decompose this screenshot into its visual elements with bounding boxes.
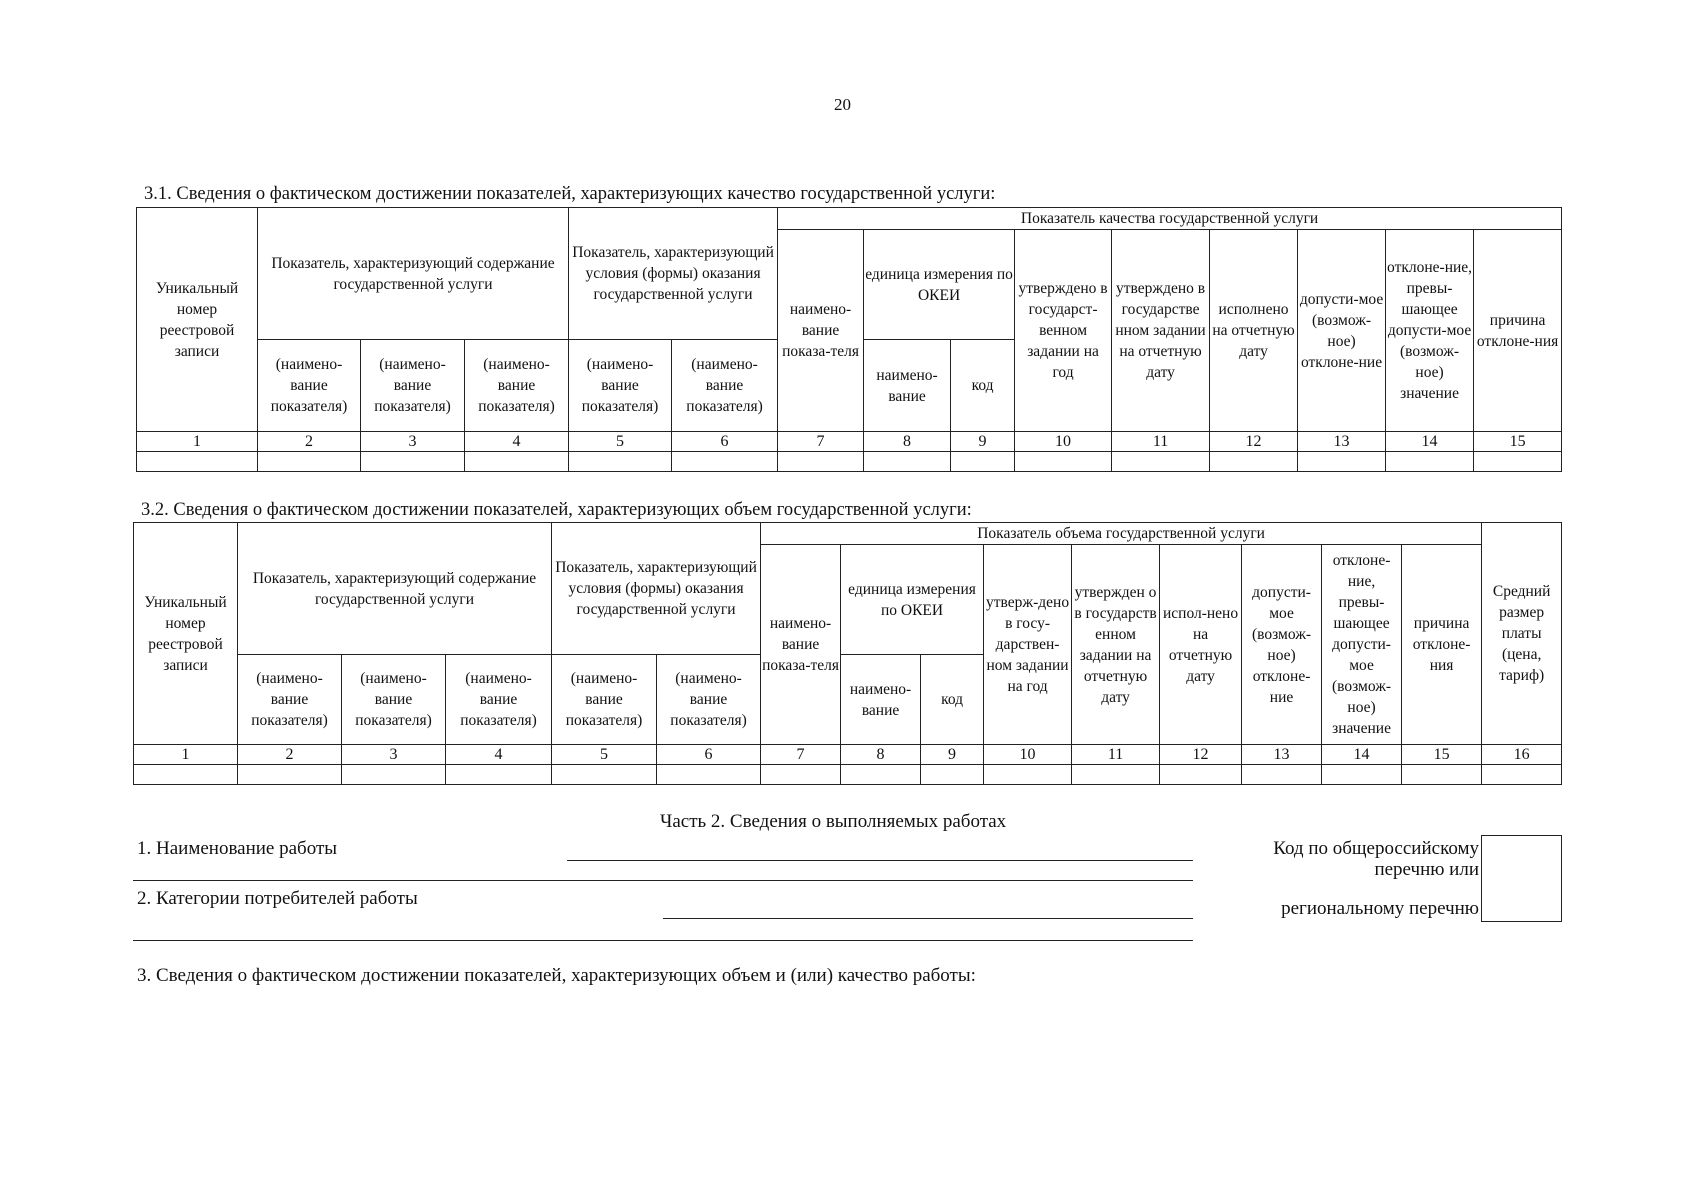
- work-name-field[interactable]: [567, 860, 1193, 861]
- volume-indicators-table: [133, 522, 1562, 785]
- section-3-2-title: 3.2. Сведения о фактическом достижении показателей, характеризующих объем государственной услуги:: [141, 500, 972, 520]
- column-number: 11: [1072, 745, 1160, 765]
- empty-cell[interactable]: [1160, 765, 1242, 785]
- column-number: 14: [1386, 432, 1474, 452]
- column-number: 5: [569, 432, 672, 452]
- empty-cell[interactable]: [864, 452, 951, 472]
- header-conditions-indicator: Показатель, характеризующий условия (формы) оказания государственной услуги: [569, 208, 778, 340]
- consumers-label: 2. Категории потребителей работы: [137, 888, 418, 909]
- header-deviation-reason: причина отклоне-ния: [1402, 545, 1482, 745]
- code-label-line-1: Код по общероссийскому: [1273, 838, 1479, 859]
- header-sub-indicator: (наимено-вание показателя): [672, 340, 778, 432]
- column-number: 13: [1242, 745, 1322, 765]
- header-sub-indicator: (наимено-вание показателя): [446, 655, 552, 745]
- column-number: 3: [361, 432, 465, 452]
- column-number: 1: [134, 745, 238, 765]
- quality-indicators-table: [136, 207, 1562, 472]
- empty-cell[interactable]: [1072, 765, 1160, 785]
- column-number: 15: [1402, 745, 1482, 765]
- work-name-field-line-2[interactable]: [133, 880, 1193, 881]
- empty-cell[interactable]: [238, 765, 342, 785]
- code-label-line-3: региональному перечню: [1281, 898, 1479, 919]
- header-allowed-deviation: допусти-мое (возмож-ное) отклоне-ние: [1242, 545, 1322, 745]
- header-sub-indicator: (наимено-вание показателя): [465, 340, 569, 432]
- header-sub-indicator: (наимено-вание показателя): [657, 655, 761, 745]
- header-volume-group: Показатель объема государственной услуги: [761, 523, 1482, 545]
- header-sub-indicator: (наимено-вание показателя): [258, 340, 361, 432]
- column-number: 7: [761, 745, 841, 765]
- header-unit-name: наимено-вание: [864, 340, 951, 432]
- header-sub-indicator: (наимено-вание показателя): [361, 340, 465, 432]
- header-indicator-name: наимено-вание показа-теля: [761, 545, 841, 745]
- header-sub-indicator: (наимено-вание показателя): [238, 655, 342, 745]
- empty-cell[interactable]: [1112, 452, 1210, 472]
- column-number: 10: [984, 745, 1072, 765]
- empty-cell[interactable]: [1242, 765, 1322, 785]
- empty-cell[interactable]: [1322, 765, 1402, 785]
- column-number: 4: [465, 432, 569, 452]
- consumers-field[interactable]: [663, 918, 1193, 919]
- header-exceeding-deviation: отклоне-ние, превы-шающее допусти-мое (возмож-ное) значение: [1386, 230, 1474, 432]
- empty-cell[interactable]: [1482, 765, 1562, 785]
- empty-cell[interactable]: [342, 765, 446, 785]
- work-name-label: 1. Наименование работы: [137, 838, 338, 859]
- part2-title: Часть 2. Сведения о выполняемых работах: [660, 811, 1007, 832]
- header-sub-indicator: (наимено-вание показателя): [569, 340, 672, 432]
- column-number: 13: [1298, 432, 1386, 452]
- header-indicator-name: наимено-вание показа-теля: [778, 230, 864, 432]
- header-okei-unit: единица измерения по ОКЕИ: [841, 545, 984, 655]
- header-unit-code: код: [951, 340, 1015, 432]
- column-number: 16: [1482, 745, 1562, 765]
- table-row: [134, 765, 1562, 785]
- column-number: 9: [921, 745, 984, 765]
- header-approved-date: утверждено в государстве нном задании на отчетную дату: [1112, 230, 1210, 432]
- header-unique-number: Уникальный номер реестровой записи: [137, 208, 258, 432]
- column-number: 6: [657, 745, 761, 765]
- header-content-indicator: Показатель, характеризующий содержание государственной услуги: [258, 208, 569, 340]
- empty-cell[interactable]: [761, 765, 841, 785]
- empty-cell[interactable]: [137, 452, 258, 472]
- column-number: 2: [238, 745, 342, 765]
- column-number: 5: [552, 745, 657, 765]
- code-label-line-2: перечню или: [1374, 859, 1479, 880]
- column-number: 3: [342, 745, 446, 765]
- column-number: 6: [672, 432, 778, 452]
- empty-cell[interactable]: [672, 452, 778, 472]
- column-number: 15: [1474, 432, 1562, 452]
- empty-cell[interactable]: [258, 452, 361, 472]
- column-number: 14: [1322, 745, 1402, 765]
- empty-cell[interactable]: [1015, 452, 1112, 472]
- header-unit-name: наимено-вание: [841, 655, 921, 745]
- empty-cell[interactable]: [778, 452, 864, 472]
- column-number: 8: [864, 432, 951, 452]
- column-number: 8: [841, 745, 921, 765]
- header-approved-year: утверждено в государст-венном задании на год: [1015, 230, 1112, 432]
- empty-cell[interactable]: [446, 765, 552, 785]
- empty-cell[interactable]: [465, 452, 569, 472]
- header-sub-indicator: (наимено-вание показателя): [342, 655, 446, 745]
- header-conditions-indicator: Показатель, характеризующий условия (формы) оказания государственной услуги: [552, 523, 761, 655]
- work-section-3-label: 3. Сведения о фактическом достижении показателей, характеризующих объем и (или) качество работы:: [137, 965, 976, 986]
- empty-cell[interactable]: [984, 765, 1072, 785]
- empty-cell[interactable]: [552, 765, 657, 785]
- column-number: 12: [1160, 745, 1242, 765]
- page-number: 20: [834, 95, 851, 114]
- empty-cell[interactable]: [1474, 452, 1562, 472]
- header-okei-unit: единица измерения по ОКЕИ: [864, 230, 1015, 340]
- empty-cell[interactable]: [1298, 452, 1386, 472]
- header-unit-code: код: [921, 655, 984, 745]
- empty-cell[interactable]: [1402, 765, 1482, 785]
- empty-cell[interactable]: [657, 765, 761, 785]
- consumers-field-line-2[interactable]: [133, 940, 1193, 941]
- header-executed: испол-нено на отчетную дату: [1160, 545, 1242, 745]
- empty-cell[interactable]: [134, 765, 238, 785]
- header-approved-year: утверж-дено в госу-дарствен-ном задании на год: [984, 545, 1072, 745]
- column-number: 1: [137, 432, 258, 452]
- empty-cell[interactable]: [361, 452, 465, 472]
- empty-cell[interactable]: [951, 452, 1015, 472]
- column-number: 11: [1112, 432, 1210, 452]
- empty-cell[interactable]: [921, 765, 984, 785]
- table-row: [137, 452, 1562, 472]
- empty-cell[interactable]: [1210, 452, 1298, 472]
- column-number: 9: [951, 432, 1015, 452]
- header-quality-group: Показатель качества государственной услуги: [778, 208, 1562, 230]
- header-sub-indicator: (наимено-вание показателя): [552, 655, 657, 745]
- empty-cell[interactable]: [1386, 452, 1474, 472]
- code-box[interactable]: [1481, 835, 1562, 922]
- column-number: 12: [1210, 432, 1298, 452]
- header-average-fee: Средний размер платы (цена, тариф): [1482, 523, 1562, 745]
- empty-cell[interactable]: [569, 452, 672, 472]
- header-executed: исполнено на отчетную дату: [1210, 230, 1298, 432]
- column-number: 4: [446, 745, 552, 765]
- section-3-1-title: 3.1. Сведения о фактическом достижении показателей, характеризующих качество государственной услуги:: [144, 184, 996, 204]
- column-number: 10: [1015, 432, 1112, 452]
- header-unique-number: Уникальный номер реестровой записи: [134, 523, 238, 745]
- header-exceeding-deviation: отклоне-ние, превы-шающее допусти-мое (возмож-ное) значение: [1322, 545, 1402, 745]
- header-allowed-deviation: допусти-мое (возмож-ное) отклоне-ние: [1298, 230, 1386, 432]
- column-number: 7: [778, 432, 864, 452]
- column-number: 2: [258, 432, 361, 452]
- header-approved-date: утвержден о в государств енном задании на отчетную дату: [1072, 545, 1160, 745]
- header-deviation-reason: причина отклоне-ния: [1474, 230, 1562, 432]
- header-content-indicator: Показатель, характеризующий содержание государственной услуги: [238, 523, 552, 655]
- empty-cell[interactable]: [841, 765, 921, 785]
